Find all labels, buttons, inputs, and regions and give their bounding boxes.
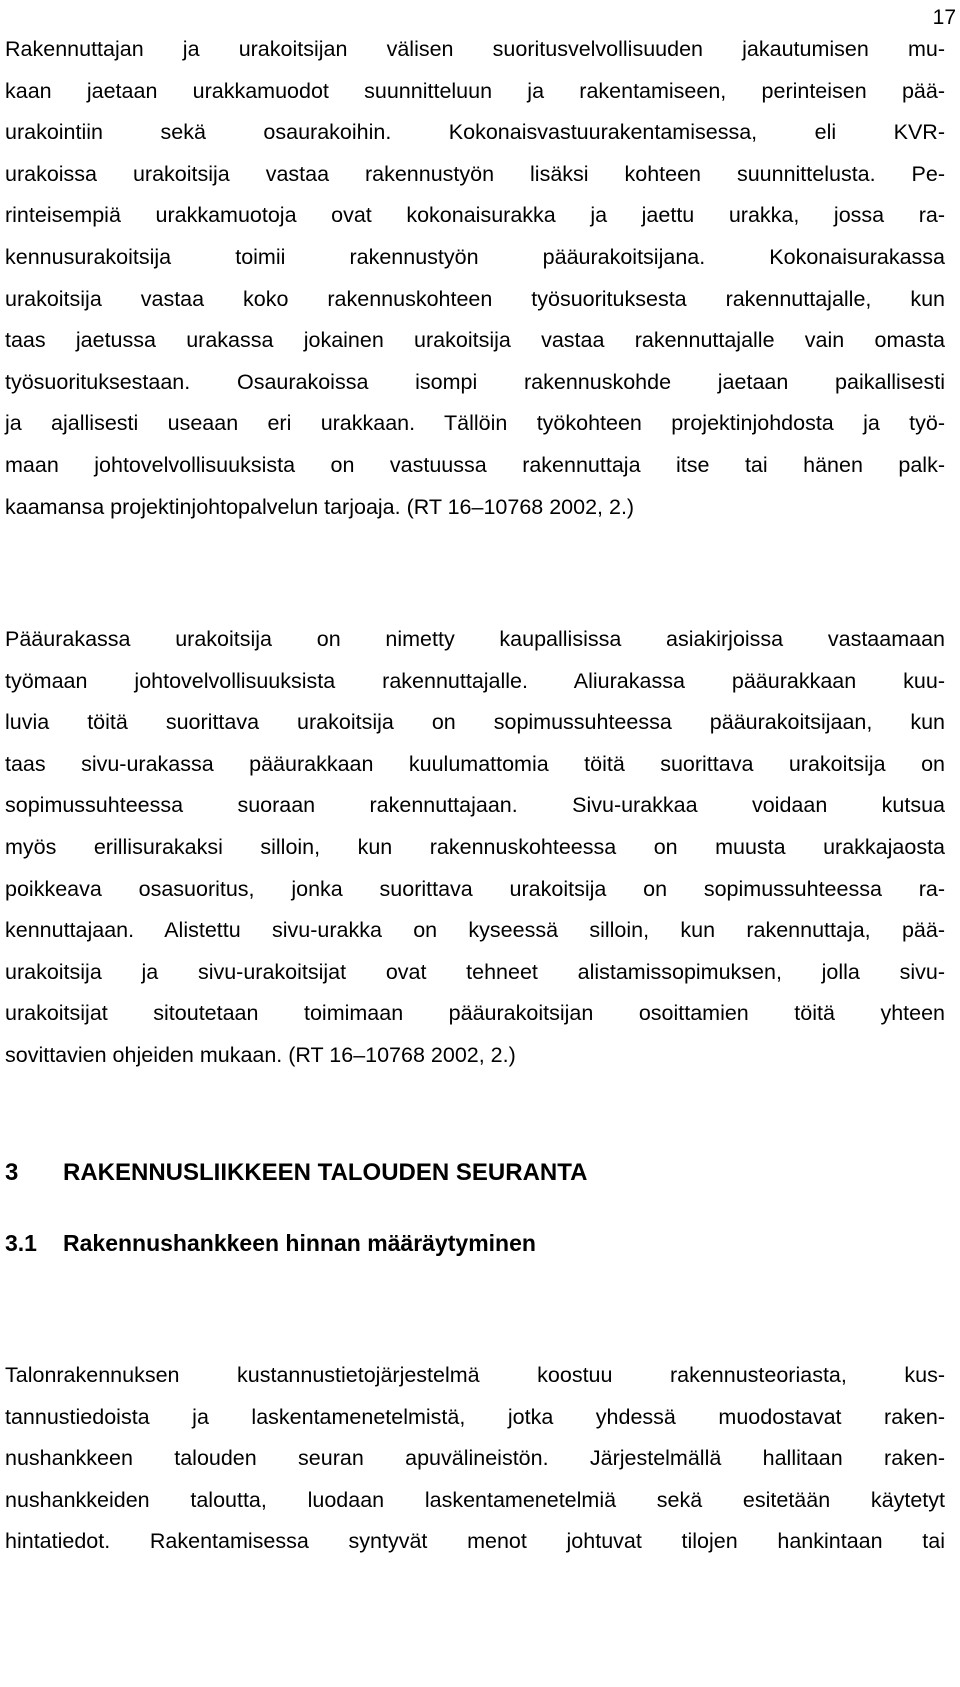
text-line: myös erillisurakaksi silloin, kun rakennuskohteessa on muusta urakkajaosta [5, 834, 945, 859]
text-line: kennuttajaan. Alistettu sivu-urakka on kyseessä silloin, kun rakennuttaja, pää- [5, 918, 945, 943]
paragraph-kustannustieto [5, 1355, 945, 1563]
text-line: Rakennuttajan ja urakoitsijan välisen suoritusvelvollisuuden jakautumisen mu- [5, 37, 945, 61]
text-line: sovittavien ohjeiden mukaan. (RT 16–10768 2002, 2.) [5, 1042, 516, 1067]
text-line: maan johtovelvollisuuksista on vastuussa rakennuttaja itse tai hänen palk- [5, 452, 945, 477]
text-line: kaamansa projektinjohtopalvelun tarjoaja. (RT 16–10768 2002, 2.) [5, 494, 635, 519]
text-line: poikkeava osasuoritus, jonka suorittava urakoitsija on sopimussuhteessa ra- [5, 876, 945, 901]
text-line: urakoissa urakoitsija vastaa rakennustyön lisäksi kohteen suunnittelusta. Pe- [5, 161, 945, 186]
section-heading [5, 1159, 587, 1187]
text-line: kennusurakoitsija toimii rakennustyön pääurakoitsijana. Kokonaisurakassa [5, 244, 945, 269]
subsection-number: 3.1 [5, 1230, 37, 1256]
section-title: RAKENNUSLIIKKEEN TALOUDEN SEURANTA [63, 1159, 588, 1186]
text-line: taas sivu-urakassa pääurakkaan kuulumattomia töitä suorittava urakoitsija on [5, 751, 945, 776]
text-line: rinteisempiä urakkamuotoja ovat kokonaisurakka ja jaettu urakka, jossa ra- [5, 203, 945, 228]
page-number: 17 [932, 6, 956, 29]
text-line: urakointiin sekä osaurakoihin. Kokonaisvastuurakentamisessa, eli KVR- [5, 120, 945, 145]
text-line: urakoitsija vastaa koko rakennuskohteen työsuorituksesta rakennuttajalle, kun [5, 286, 945, 311]
text-line: nushankkeen talouden seuran apuvälineistön. Järjestelmällä hallitaan raken- [5, 1446, 945, 1471]
text-line: urakoitsija ja sivu-urakoitsijat ovat tehneet alistamissopimuksen, jolla sivu- [5, 959, 945, 984]
subsection-title: Rakennushankkeen hinnan määräytyminen [63, 1230, 536, 1256]
text-line: luvia töitä suorittava urakoitsija on sopimussuhteessa pääurakoitsijaan, kun [5, 710, 945, 735]
text-line: kaan jaetaan urakkamuodot suunnitteluun ja rakentamiseen, perinteisen pää- [5, 78, 945, 103]
text-line: hintatiedot. Rakentamisessa syntyvät menot johtuvat tilojen hankintaan tai [5, 1529, 945, 1554]
text-line: Talonrakennuksen kustannustietojärjestelmä koostuu rakennusteoriasta, kus- [5, 1363, 945, 1387]
text-line: työmaan johtovelvollisuuksista rakennuttajalle. Aliurakassa pääurakkaan kuu- [5, 668, 945, 693]
text-line: nushankkeiden taloutta, luodaan laskentamenetelmiä sekä esitetään käytetyt [5, 1487, 945, 1512]
text-line: ja ajallisesti useaan eri urakkaan. Tällöin työkohteen projektinjohdosta ja työ- [5, 411, 945, 436]
paragraph-paaurakka [5, 619, 945, 1077]
text-line: työsuorituksestaan. Osaurakoissa isompi rakennuskohde jaetaan paikallisesti [5, 369, 945, 394]
paragraph-urakkamuodot [5, 29, 945, 528]
text-line: sopimussuhteessa suoraan rakennuttajaan. Sivu-urakkaa voidaan kutsua [5, 793, 945, 818]
text-line: tannustiedoista ja laskentamenetelmistä, jotka yhdessä muodostavat raken- [5, 1404, 945, 1429]
section-number: 3 [5, 1159, 19, 1186]
subsection-heading [5, 1230, 536, 1257]
text-line: taas jaetussa urakassa jokainen urakoitsija vastaa rakennuttajalle vain omasta [5, 328, 945, 353]
text-line: urakoitsijat sitoutetaan toimimaan pääurakoitsijan osoittamien töitä yhteen [5, 1001, 945, 1026]
text-line: Pääurakassa urakoitsija on nimetty kaupallisissa asiakirjoissa vastaamaan [5, 627, 945, 651]
